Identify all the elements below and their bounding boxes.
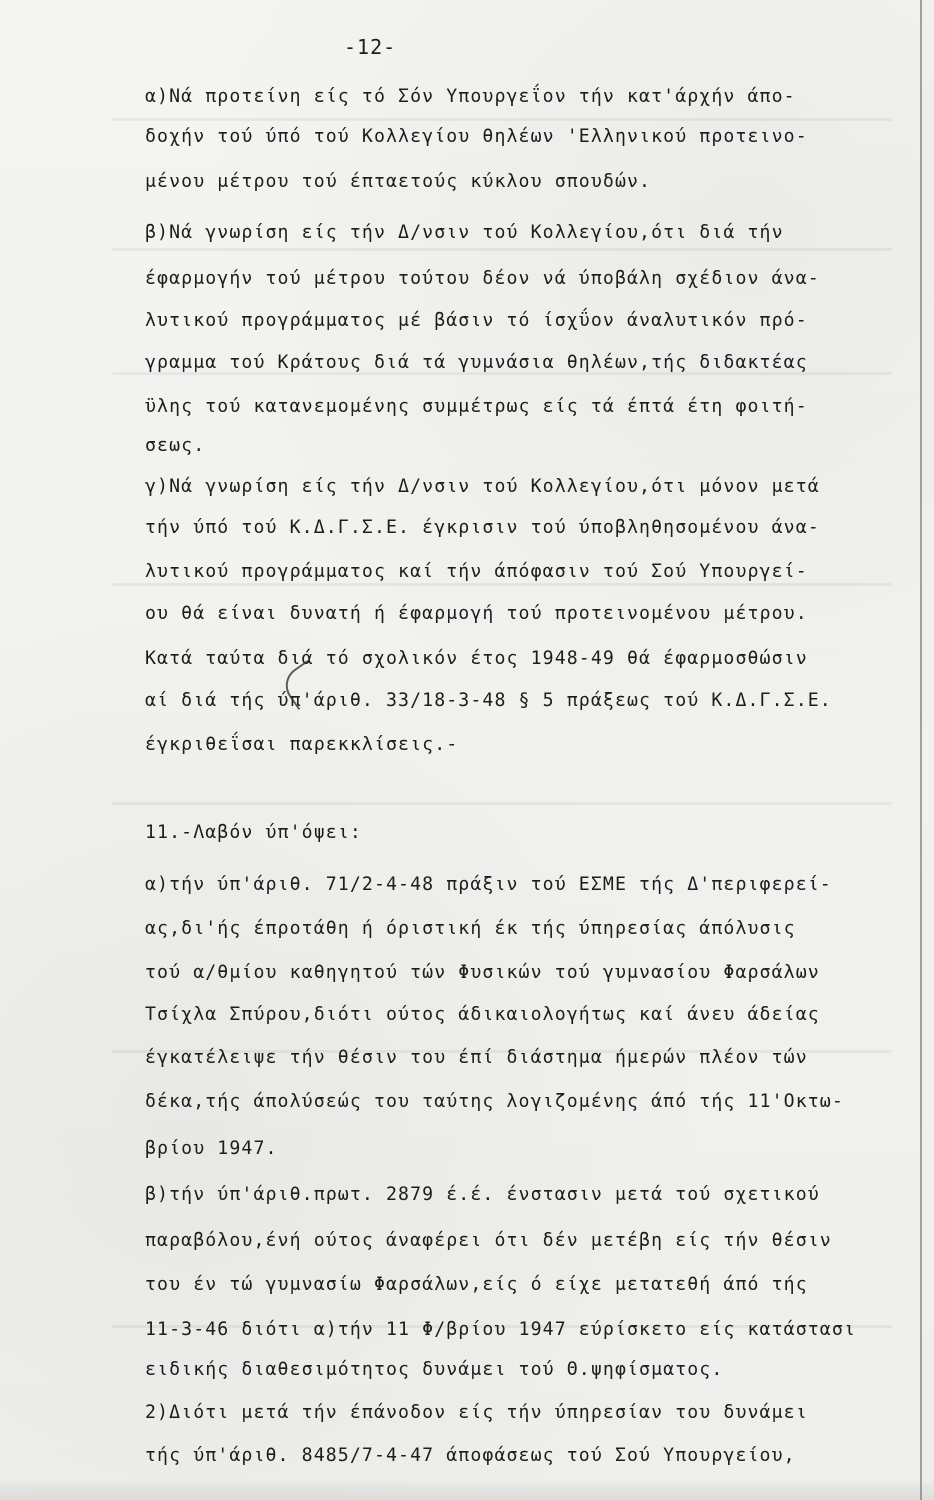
text-line: β)τήν ύπ'άριθ.πρωτ. 2879 έ.έ. ένστασιν μετά τού σχετικού: [145, 1184, 820, 1205]
text-line: γ)Νά γνωρίση είς τήν Δ/νσιν τού Κολλεγίου,ότι μόνον μετά: [145, 476, 820, 497]
text-line: 2)Διότι μετά τήν έπάνοδον είς τήν ύπηρεσίαν του δυνάμει: [145, 1402, 808, 1423]
text-line: έγκατέλειψε τήν θέσιν του έπί διάστημα ήμερών πλέον τών: [145, 1047, 808, 1068]
bleed-through-line: [112, 583, 892, 586]
bleed-through-line: [112, 248, 892, 251]
bleed-through-line: [112, 118, 892, 121]
text-line: μένου μέτρου τού έπταετούς κύκλου σπουδών.: [145, 171, 652, 192]
text-line: έγκριθεΐσαι παρεκκλίσεις.-: [145, 734, 459, 755]
text-line: βρίου 1947.: [145, 1138, 278, 1159]
text-line: 11.-Λαβόν ύπ'όψει:: [145, 822, 362, 843]
text-line: έφαρμογήν τού μέτρου τούτου δέον νά ύποβάλη σχέδιον άνα-: [145, 268, 820, 289]
text-line: σεως.: [145, 435, 206, 456]
text-line: λυτικού προγράμματος μέ βάσιν τό ίσχΰον άναλυτικόν πρό-: [145, 310, 808, 331]
page-number: -12-: [344, 35, 397, 59]
text-line: α)Νά προτείνη είς τό Σόν Υπουργεΐον τήν κατ'άρχήν άπο-: [145, 86, 796, 107]
text-line: α)τήν ύπ'άριθ. 71/2-4-48 πράξιν τού ΕΣΜΕ τής Δ'περιφερεί-: [145, 874, 832, 895]
text-line: Κατά ταύτα διά τό σχολικόν έτος 1948-49 θά έφαρμοσθώσιν: [145, 648, 808, 669]
page-bottom-shadow: [0, 1482, 934, 1500]
bleed-through-line: [112, 802, 892, 805]
text-line: τήν ύπό τού Κ.Δ.Γ.Σ.Ε. έγκρισιν τού ύποβληθησομένου άνα-: [145, 517, 820, 538]
text-line: ειδικής διαθεσιμότητος δυνάμει τού Θ.ψηφίσματος.: [145, 1359, 724, 1380]
text-line: ας,δι'ής έπροτάθη ή όριστική έκ τής ύπηρεσίας άπόλυσις: [145, 918, 796, 939]
text-line: δέκα,τής άπολύσεώς του ταύτης λογιζομένης άπό τής 11'Οκτω-: [145, 1091, 844, 1112]
text-line: β)Νά γνωρίση είς τήν Δ/νσιν τού Κολλεγίου,ότι διά τήν: [145, 222, 784, 243]
text-line: λυτικού προγράμματος καί τήν άπόφασιν τού Σού Υπουργεί-: [145, 561, 808, 582]
text-line: 11-3-46 διότι α)τήν 11 Φ/βρίου 1947 εύρίσκετο είς κατάστασι: [145, 1319, 856, 1340]
page-right-edge: [920, 0, 922, 1500]
text-line: αί διά τής ύπ'άριθ. 33/18-3-48 § 5 πράξεως τού Κ.Δ.Γ.Σ.Ε.: [145, 690, 832, 711]
text-line: παραβόλου,ένή ούτος άναφέρει ότι δέν μετέβη είς τήν θέσιν: [145, 1230, 832, 1251]
text-line: τού α/θμίου καθηγητού τών Φυσικών τού γυμνασίου Φαρσάλων: [145, 962, 820, 983]
text-line: ου θά είναι δυνατή ή έφαρμογή τού προτεινομένου μέτρου.: [145, 603, 808, 624]
text-line: του έν τώ γυμνασίω Φαρσάλων,είς ό είχε μετατεθή άπό τής: [145, 1274, 808, 1295]
text-line: ϋλης τού κατανεμομένης συμμέτρως είς τά έπτά έτη φοιτή-: [145, 396, 808, 417]
text-line: τής ύπ'άριθ. 8485/7-4-47 άποφάσεως τού Σού Υπουργείου,: [145, 1445, 796, 1466]
text-line: δοχήν τού ύπό τού Κολλεγίου θηλέων 'Ελληνικού προτεινο-: [145, 126, 808, 147]
text-line: Τσίχλα Σπύρου,διότι ούτος άδικαιολογήτως καί άνευ άδείας: [145, 1004, 820, 1025]
text-line: γραμμα τού Κράτους διά τά γυμνάσια θηλέων,τής διδακτέας: [145, 352, 808, 373]
